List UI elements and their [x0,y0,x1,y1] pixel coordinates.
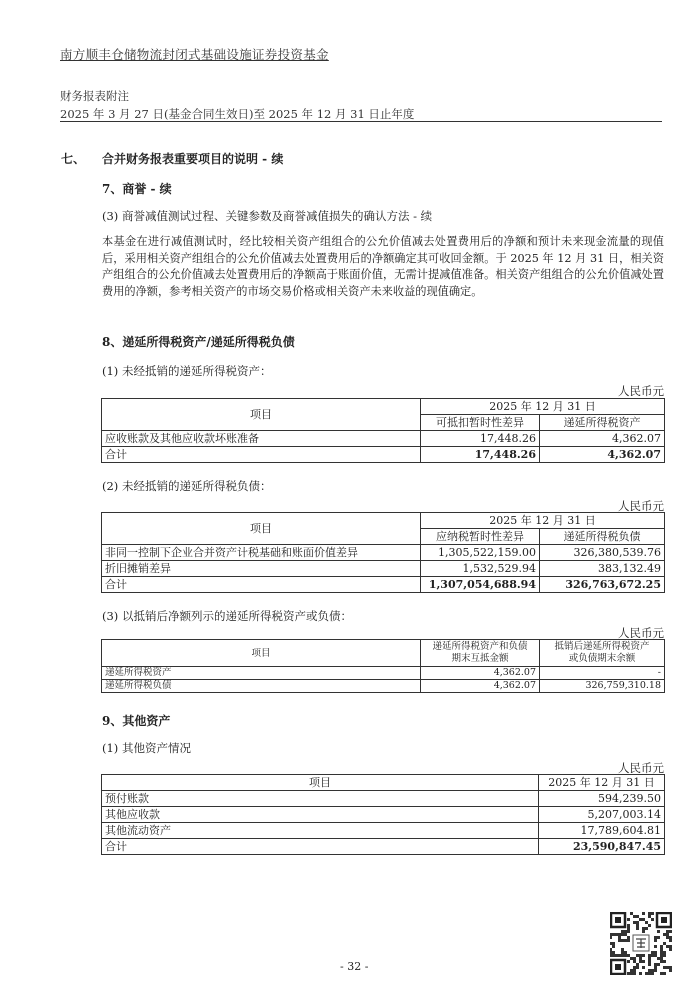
total-row [102,447,665,463]
table-row [102,545,665,561]
row-value1: 1,532,529.94 [421,561,540,577]
total-value2: 326,763,672.25 [540,577,665,593]
header-item: 项目 [102,640,421,667]
row-item: 其他应收款 [102,807,539,823]
goodwill-title: 7、商誉 - 续 [102,182,172,196]
header-col1-line1: 递延所得税资产和负债 [432,641,528,652]
row-value1: 4,362.07 [421,667,540,680]
row-value1: 1,305,522,159.00 [421,545,540,561]
notes-title: 财务报表附注 [60,89,129,103]
total-label: 合计 [102,839,539,855]
header-col1: 应纳税暂时性差异 [421,529,540,545]
page-number: - 32 - [340,960,369,973]
section-title: 合并财务报表重要项目的说明 - 续 [102,152,284,166]
table-row [102,680,665,693]
deferred-tax-assets-table [101,398,665,463]
row-value1: 17,448.26 [421,431,540,447]
row-value1: 4,362.07 [421,680,540,693]
header-divider [60,121,662,122]
row-value: 5,207,003.14 [539,807,665,823]
deferred-tax-title: 8、递延所得税资产/递延所得税负债 [102,335,295,349]
header-item: 项目 [102,399,421,431]
row-value2: 383,132.49 [540,561,665,577]
row-item: 其他流动资产 [102,823,539,839]
row-value2: 326,380,539.76 [540,545,665,561]
row-value2: - [540,667,665,680]
total-row [102,577,665,593]
row-item: 递延所得税负债 [102,680,421,693]
header-date: 2025 年 12 月 31 日 [539,775,665,791]
row-item: 非同一控制下企业合并资产计税基础和账面价值差异 [102,545,421,561]
header-col2-line1: 抵销后递延所得税资产 [554,641,650,652]
header-date: 2025 年 12 月 31 日 [421,513,665,529]
qr-code-icon [610,912,672,975]
table-row [102,561,665,577]
goodwill-paragraph: 本基金在进行减值测试时，经比较相关资产组组合的公允价值减去处置费用后的净额和预计未来现金流量的现值后，采用相关资产组组合的公允价值减去处置费用后的净额确定其可收回金额。于 2025 年 12 月 31 日，相关资产组组合的公允价值减去处置费用后的净额高于账面价值，无需计提减值准备。相关资产组组合的公允价值减处置费用的净额，参考相关资产的市场交易价格或相关资产未来收益的现值确定。 [102,235,664,298]
table-row [102,823,665,839]
header-item: 项目 [102,513,421,545]
row-item: 递延所得税资产 [102,667,421,680]
total-label: 合计 [102,577,421,593]
table2-unit: 人民币元 [618,499,664,513]
total-value: 23,590,847.45 [539,839,665,855]
header-col2 [540,640,665,667]
header-col1-line2: 期末互抵金额 [451,653,509,664]
table2-caption: (2) 未经抵销的递延所得税负债： [102,479,272,493]
header-col2: 递延所得税负债 [540,529,665,545]
fund-name: 南方顺丰仓储物流封闭式基础设施证券投资基金 [60,47,329,62]
goodwill-subtitle: (3) 商誉减值测试过程、关键参数及商誉减值损失的确认方法 - 续 [102,209,433,223]
row-item: 折旧摊销差异 [102,561,421,577]
header-col2-line2: 或负债期末余额 [568,653,636,664]
header-col1: 可抵扣暂时性差异 [421,415,540,431]
row-value: 594,239.50 [539,791,665,807]
net-deferred-tax-table [101,639,665,693]
table1-caption: (1) 未经抵销的递延所得税资产： [102,364,272,378]
table3-unit: 人民币元 [618,626,664,640]
table-row [102,791,665,807]
table4-unit: 人民币元 [618,761,664,775]
table-row [102,807,665,823]
row-item: 预付账款 [102,791,539,807]
total-row [102,839,665,855]
other-assets-table [101,774,665,855]
total-value1: 1,307,054,688.94 [421,577,540,593]
report-period: 2025 年 3 月 27 日(基金合同生效日)至 2025 年 12 月 31 日止年度 [60,107,415,121]
section-number: 七、 [61,152,86,166]
table3-caption: (3) 以抵销后净额列示的递延所得税资产或负债： [102,609,352,623]
table1-unit: 人民币元 [618,384,664,398]
row-value: 17,789,604.81 [539,823,665,839]
table4-caption: (1) 其他资产情况 [102,741,191,755]
total-label: 合计 [102,447,421,463]
header-col1 [421,640,540,667]
total-value1: 17,448.26 [421,447,540,463]
table-row [102,431,665,447]
table-row [102,667,665,680]
row-value2: 326,759,310.18 [540,680,665,693]
header-item: 项目 [102,775,539,791]
deferred-tax-liabilities-table [101,512,665,593]
total-value2: 4,362.07 [540,447,665,463]
header-date: 2025 年 12 月 31 日 [421,399,665,415]
row-value2: 4,362.07 [540,431,665,447]
header-col2: 递延所得税资产 [540,415,665,431]
other-assets-title: 9、其他资产 [102,714,171,728]
row-item: 应收账款及其他应收款坏账准备 [102,431,421,447]
